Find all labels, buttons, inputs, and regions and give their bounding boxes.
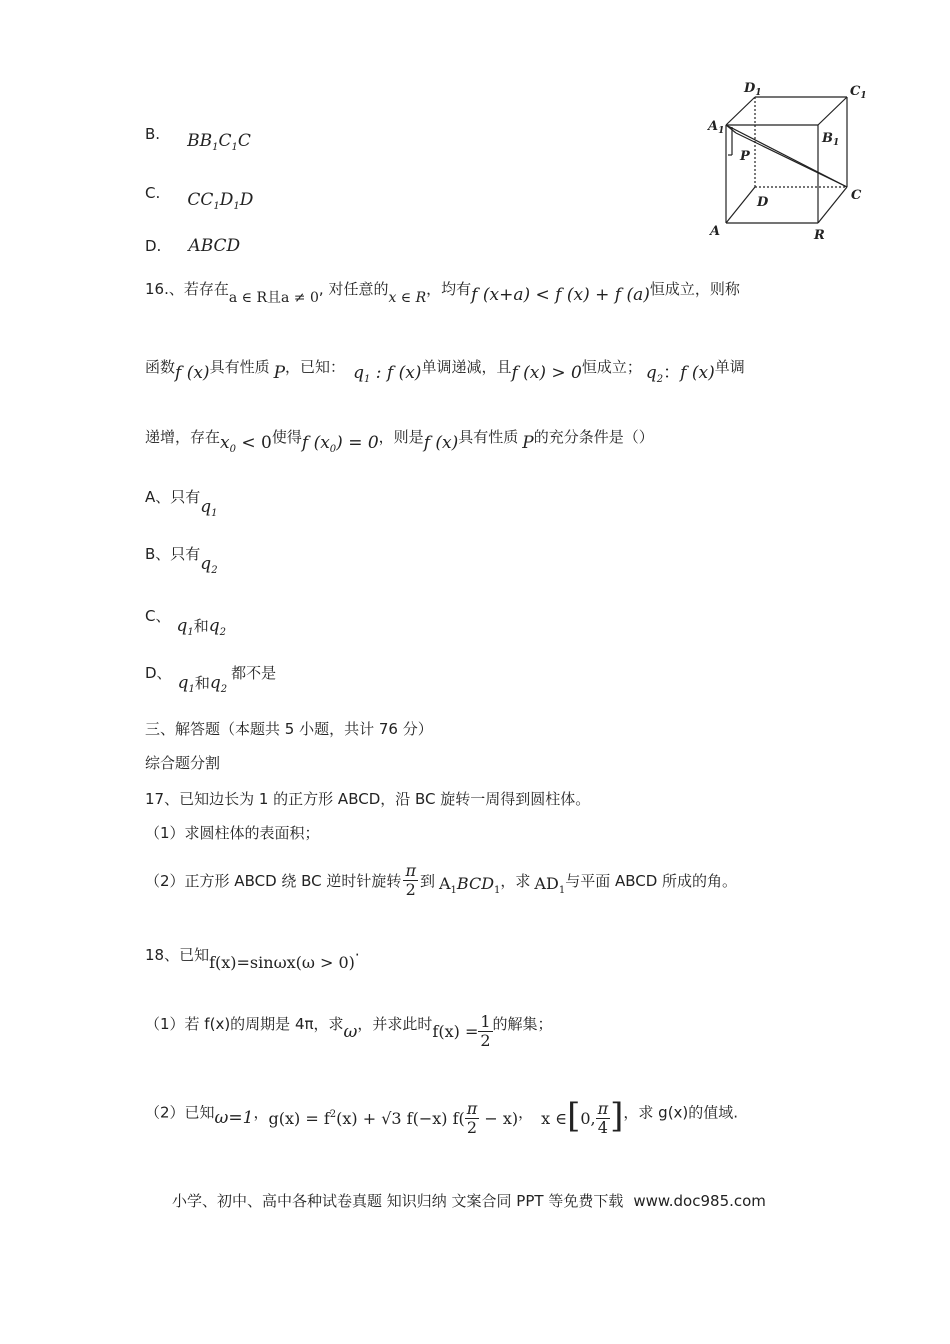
option-c-text: $CC_1D_1D$ bbox=[187, 190, 254, 212]
property-p: P bbox=[522, 433, 534, 453]
label-a: A bbox=[710, 224, 721, 239]
q2-def: $q_2$：f (x) bbox=[645, 363, 715, 385]
q15-option-d bbox=[145, 236, 240, 256]
fx: f (x) bbox=[175, 363, 210, 383]
pi-over-2: $\frac{\pi}{2}$ bbox=[405, 861, 416, 899]
edge-b1-c1 bbox=[818, 97, 847, 125]
pi-over-2: $\frac{\pi}{2}$ bbox=[466, 1098, 478, 1137]
q16-condition: a ∈ R且a ≠ 0 bbox=[228, 290, 319, 306]
q16-text: ，已知： bbox=[285, 358, 346, 376]
q18-text: ， bbox=[518, 1103, 534, 1122]
q18-text: · bbox=[354, 946, 360, 964]
footer-text: 小学、初中、高中各种试卷真题 知识归纳 文案合同 PPT 等免费下载 bbox=[172, 1192, 624, 1210]
omega: ω bbox=[343, 1021, 358, 1042]
segment-ad1: $AD_1$ bbox=[534, 873, 566, 896]
q16-line-2 bbox=[145, 352, 745, 385]
omega-eq-1: ω=1 bbox=[214, 1108, 254, 1128]
q18-text: （1）若 f(x)的周期是 4π，求 bbox=[145, 1015, 344, 1033]
left-bracket: [ bbox=[567, 1096, 581, 1136]
q15-option-c bbox=[145, 184, 254, 212]
q16-line-3 bbox=[145, 426, 654, 455]
q15-option-b bbox=[145, 125, 251, 153]
q16-text: 都不是 bbox=[231, 664, 277, 682]
q16-text: 使得 bbox=[271, 428, 302, 446]
option-label: A、只有 bbox=[145, 488, 201, 506]
q16-option-c bbox=[145, 605, 227, 638]
q16-text: 恒成立； bbox=[581, 358, 642, 376]
option-label: B、只有 bbox=[145, 545, 201, 563]
label-p: P bbox=[740, 149, 750, 164]
q16-text: 函数 bbox=[145, 358, 176, 376]
label-a1: $A_1$ bbox=[708, 119, 725, 136]
q18-function: f(x)=sinωx(ω > 0) bbox=[209, 953, 355, 972]
q16-text: ，则是 bbox=[378, 428, 424, 446]
option-b-text: $BB_1C_1C$ bbox=[187, 131, 251, 153]
label-b1: $B_1$ bbox=[822, 131, 840, 148]
option-d-text: ABCD bbox=[188, 236, 241, 256]
option-label: C. bbox=[145, 184, 161, 202]
rotated-square: $A_1BCD_1$ bbox=[438, 873, 501, 896]
q16-x-in-r: x ∈ R bbox=[388, 290, 427, 306]
gx-definition: $g(x) = f^2(x) + √3$ f(−x) f( bbox=[268, 1108, 465, 1128]
q16-line-1 bbox=[145, 278, 740, 306]
q17-text: 到 bbox=[419, 872, 435, 890]
pi-over-4: $\frac{\pi}{4}$ bbox=[597, 1098, 609, 1137]
gx-tail: − x) bbox=[479, 1108, 519, 1128]
q18-text: ，并求此时 bbox=[357, 1015, 433, 1033]
option-label: B. bbox=[145, 125, 161, 143]
edge-a-d bbox=[726, 187, 755, 223]
footer bbox=[172, 1190, 766, 1211]
q16-option-a bbox=[145, 486, 218, 519]
q16-text: 递增，存在 bbox=[145, 428, 221, 446]
fx: f (x) bbox=[423, 433, 459, 453]
option-label: C、 bbox=[145, 607, 171, 625]
fx0-eq-0: f $(x_0) = 0$ bbox=[301, 433, 379, 455]
edge-b-c bbox=[818, 187, 847, 223]
q16-text: , 对任意的 bbox=[318, 280, 389, 298]
q16-text: 单调 bbox=[714, 358, 745, 376]
q16-option-b bbox=[145, 543, 218, 576]
q18-part-1 bbox=[145, 1005, 553, 1050]
x0-lt-0: $x_0 < 0$ bbox=[220, 433, 272, 455]
q18-part-2 bbox=[145, 1092, 739, 1137]
label-c: C bbox=[851, 188, 862, 203]
q18-text: （2）已知 bbox=[145, 1103, 215, 1122]
q16-inequality: f (x+a) < f (x) + f (a) bbox=[471, 285, 650, 305]
q17-text: （2）正方形 ABCD 绕 BC 逆时针旋转 bbox=[145, 872, 402, 890]
option-label: D、 bbox=[145, 664, 172, 682]
q17-part-2 bbox=[145, 862, 737, 899]
fx-equals: f(x) = bbox=[432, 1022, 479, 1041]
q18-text: ，求 g(x)的值域. bbox=[623, 1103, 739, 1122]
one-half: $\frac{1}{2}$ bbox=[480, 1012, 491, 1050]
q18-text: 的解集； bbox=[492, 1015, 553, 1033]
edge-a1-d1 bbox=[726, 97, 755, 125]
q18-stem bbox=[145, 944, 360, 972]
cube-figure bbox=[700, 75, 880, 240]
q16-text: 的充分条件是（） bbox=[533, 428, 654, 446]
q17-text: ，求 bbox=[500, 872, 531, 890]
section-3-title: 三、解答题（本题共 5 小题，共计 76 分） bbox=[145, 720, 433, 738]
footer-url[interactable]: www.doc985.com bbox=[633, 1192, 766, 1210]
q17-stem: 17、已知边长为 1 的正方形 ABCD，沿 BC 旋转一周得到圆柱体。 bbox=[145, 790, 591, 808]
q1-and-q2: $q_1$和$q_2$ bbox=[176, 616, 227, 638]
q18-text: ， bbox=[253, 1103, 269, 1122]
x-in: x ∈ bbox=[541, 1108, 568, 1128]
q16-text: 具有性质 bbox=[209, 358, 270, 376]
q16-text: 恒成立，则称 bbox=[649, 280, 740, 298]
label-b: R bbox=[814, 228, 825, 240]
q1-and-q2: $q_1$和$q_2$ bbox=[177, 673, 228, 695]
q1: $q_1$ bbox=[200, 497, 218, 519]
q1-def: $q_1$ : f (x) bbox=[353, 363, 422, 385]
section-split: 综合题分割 bbox=[145, 754, 221, 772]
q16-option-d bbox=[145, 662, 277, 695]
right-bracket: ] bbox=[610, 1096, 624, 1136]
interval-start: 0, bbox=[580, 1108, 596, 1128]
q17-text: 与平面 ABCD 所成的角。 bbox=[565, 872, 738, 890]
q18-text: 18、已知 bbox=[145, 946, 210, 964]
label-c1: $C_1$ bbox=[850, 84, 867, 101]
q16-text: ，均有 bbox=[426, 280, 472, 298]
q16-text: 具有性质 bbox=[458, 428, 519, 446]
label-d1: $D_1$ bbox=[744, 81, 762, 98]
q16-text: 单调递减，且 bbox=[421, 358, 512, 376]
fx-positive: f (x) > 0 bbox=[511, 363, 582, 383]
option-label: D. bbox=[145, 237, 162, 255]
label-d: D bbox=[757, 195, 769, 210]
property-p: P bbox=[273, 363, 286, 383]
q17-part-1: （1）求圆柱体的表面积； bbox=[145, 824, 320, 842]
q16-number: 16.、若存在 bbox=[145, 280, 229, 298]
q2: $q_2$ bbox=[200, 554, 218, 576]
